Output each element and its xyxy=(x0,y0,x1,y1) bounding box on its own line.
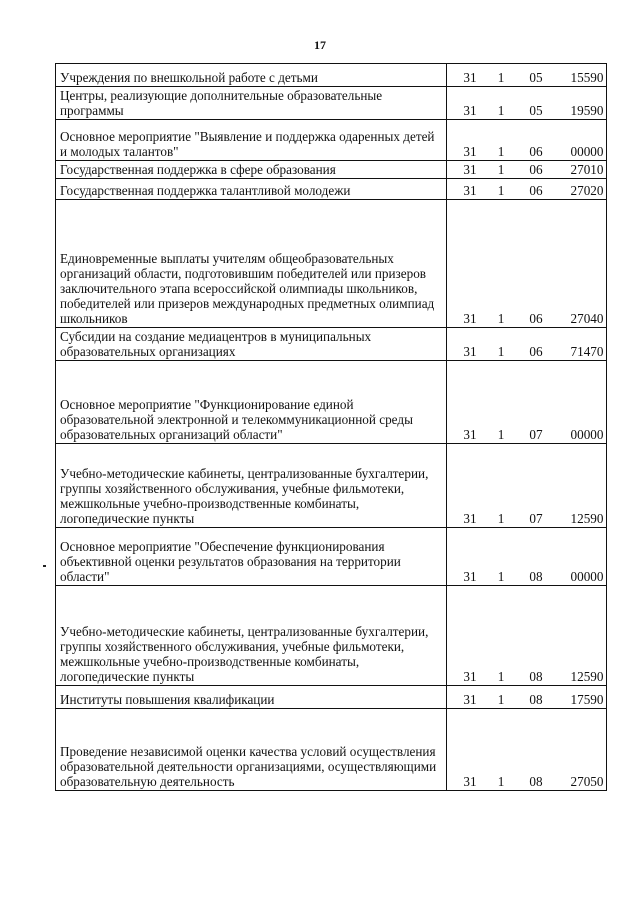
program-code: 31 xyxy=(463,103,477,118)
row-name: Учебно-методические кабинеты, централизованные бухгалтерии, группы хозяйственного обслуживания, учебные фильмотеки, межшкольные учебно-производственные комбинаты, логопедические пункты xyxy=(60,624,429,684)
program-code: 31 xyxy=(463,183,477,198)
direction-code: 27050 xyxy=(570,774,604,789)
row-code-cell xyxy=(447,361,607,444)
row-name-cell xyxy=(56,444,447,528)
row-name: Основное мероприятие "Обеспечение функционирования объективной оценки результатов образования на территории области" xyxy=(60,539,401,584)
row-name-cell xyxy=(56,586,447,686)
program-code: 31 xyxy=(463,344,477,359)
event-code: 06 xyxy=(529,162,543,177)
subprogram-code: 1 xyxy=(497,569,505,584)
direction-code: 27020 xyxy=(570,183,604,198)
event-code: 08 xyxy=(529,774,543,789)
event-code: 05 xyxy=(529,70,543,85)
row-name-cell xyxy=(56,328,447,361)
event-code: 07 xyxy=(529,511,543,526)
page-number: 17 xyxy=(314,38,326,52)
row-name: Центры, реализующие дополнительные образовательные программы xyxy=(60,88,383,118)
event-code: 06 xyxy=(529,311,543,326)
event-code: 08 xyxy=(529,692,543,707)
row-name: Государственная поддержка талантливой молодежи xyxy=(60,183,351,198)
program-code: 31 xyxy=(463,511,477,526)
table-row xyxy=(56,686,607,709)
direction-code: 00000 xyxy=(570,569,604,584)
program-code: 31 xyxy=(463,162,477,177)
direction-code: 00000 xyxy=(570,427,604,442)
subprogram-code: 1 xyxy=(497,344,505,359)
row-name-cell xyxy=(56,179,447,200)
direction-code: 12590 xyxy=(570,511,604,526)
program-code: 31 xyxy=(463,427,477,442)
direction-code: 71470 xyxy=(570,344,604,359)
table-row xyxy=(56,179,607,200)
program-code: 31 xyxy=(463,569,477,584)
row-code-cell xyxy=(447,444,607,528)
subprogram-code: 1 xyxy=(497,692,505,707)
table-row xyxy=(56,328,607,361)
row-name-cell xyxy=(56,120,447,161)
subprogram-code: 1 xyxy=(497,427,505,442)
row-name-cell xyxy=(56,686,447,709)
table-row xyxy=(56,64,607,87)
row-name: Институты повышения квалификации xyxy=(60,692,275,707)
table-row xyxy=(56,87,607,120)
subprogram-code: 1 xyxy=(497,183,505,198)
subprogram-code: 1 xyxy=(497,70,505,85)
event-code: 05 xyxy=(529,103,543,118)
direction-code: 17590 xyxy=(570,692,604,707)
table-row xyxy=(56,528,607,586)
table-row xyxy=(56,161,607,179)
row-name: Основное мероприятие "Функционирование единой образовательной электронной и телекоммуникационной среды образовательных организаций области" xyxy=(60,397,413,442)
row-code-cell xyxy=(447,161,607,179)
row-code-cell xyxy=(447,686,607,709)
row-name: Государственная поддержка в сфере образования xyxy=(60,162,336,177)
direction-code: 27010 xyxy=(570,162,604,177)
row-name: Единовременные выплаты учителям общеобразовательных организаций области, подготовившим победителей или призеров заключительного этапа всероссийской олимпиады школьников, победителей или призеров международных предметных олимпиад школьников xyxy=(60,251,435,326)
row-name: Проведение независимой оценки качества условий осуществления образовательной деятельности организациями, осуществляющими образовательную деятельность xyxy=(60,744,437,789)
row-name-cell xyxy=(56,361,447,444)
row-name: Основное мероприятие "Выявление и поддержка одаренных детей и молодых талантов" xyxy=(60,129,435,159)
subprogram-code: 1 xyxy=(497,103,505,118)
row-name-cell xyxy=(56,64,447,87)
direction-code: 12590 xyxy=(570,669,604,684)
subprogram-code: 1 xyxy=(497,311,505,326)
event-code: 07 xyxy=(529,427,543,442)
program-code: 31 xyxy=(463,692,477,707)
direction-code: 15590 xyxy=(570,70,604,85)
subprogram-code: 1 xyxy=(497,162,505,177)
row-name-cell xyxy=(56,87,447,120)
row-name-cell xyxy=(56,528,447,586)
table-row xyxy=(56,444,607,528)
margin-mark xyxy=(43,565,46,567)
row-code-cell xyxy=(447,120,607,161)
program-code: 31 xyxy=(463,70,477,85)
row-code-cell xyxy=(447,586,607,686)
row-name: Учебно-методические кабинеты, централизованные бухгалтерии, группы хозяйственного обслуживания, учебные фильмотеки, межшкольные учебно-производственные комбинаты, логопедические пункты xyxy=(60,466,429,526)
program-code: 31 xyxy=(463,774,477,789)
table-row xyxy=(56,361,607,444)
event-code: 06 xyxy=(529,144,543,159)
table-row xyxy=(56,586,607,686)
direction-code: 19590 xyxy=(570,103,604,118)
row-code-cell xyxy=(447,64,607,87)
row-code-cell xyxy=(447,200,607,328)
event-code: 06 xyxy=(529,344,543,359)
event-code: 06 xyxy=(529,183,543,198)
budget-classification-table xyxy=(55,63,607,791)
row-code-cell xyxy=(447,528,607,586)
row-code-cell xyxy=(447,709,607,791)
subprogram-code: 1 xyxy=(497,144,505,159)
subprogram-code: 1 xyxy=(497,669,505,684)
program-code: 31 xyxy=(463,144,477,159)
row-code-cell xyxy=(447,179,607,200)
event-code: 08 xyxy=(529,669,543,684)
program-code: 31 xyxy=(463,311,477,326)
table-row xyxy=(56,120,607,161)
row-name-cell xyxy=(56,709,447,791)
row-name-cell xyxy=(56,200,447,328)
direction-code: 00000 xyxy=(570,144,604,159)
direction-code: 27040 xyxy=(570,311,604,326)
program-code: 31 xyxy=(463,669,477,684)
event-code: 08 xyxy=(529,569,543,584)
subprogram-code: 1 xyxy=(497,511,505,526)
table-row xyxy=(56,709,607,791)
row-name: Учреждения по внешкольной работе с детьми xyxy=(60,70,318,85)
row-code-cell xyxy=(447,328,607,361)
subprogram-code: 1 xyxy=(497,774,505,789)
row-code-cell xyxy=(447,87,607,120)
row-name: Субсидии на создание медиацентров в муниципальных образовательных организациях xyxy=(60,329,372,359)
table-row xyxy=(56,200,607,328)
row-name-cell xyxy=(56,161,447,179)
